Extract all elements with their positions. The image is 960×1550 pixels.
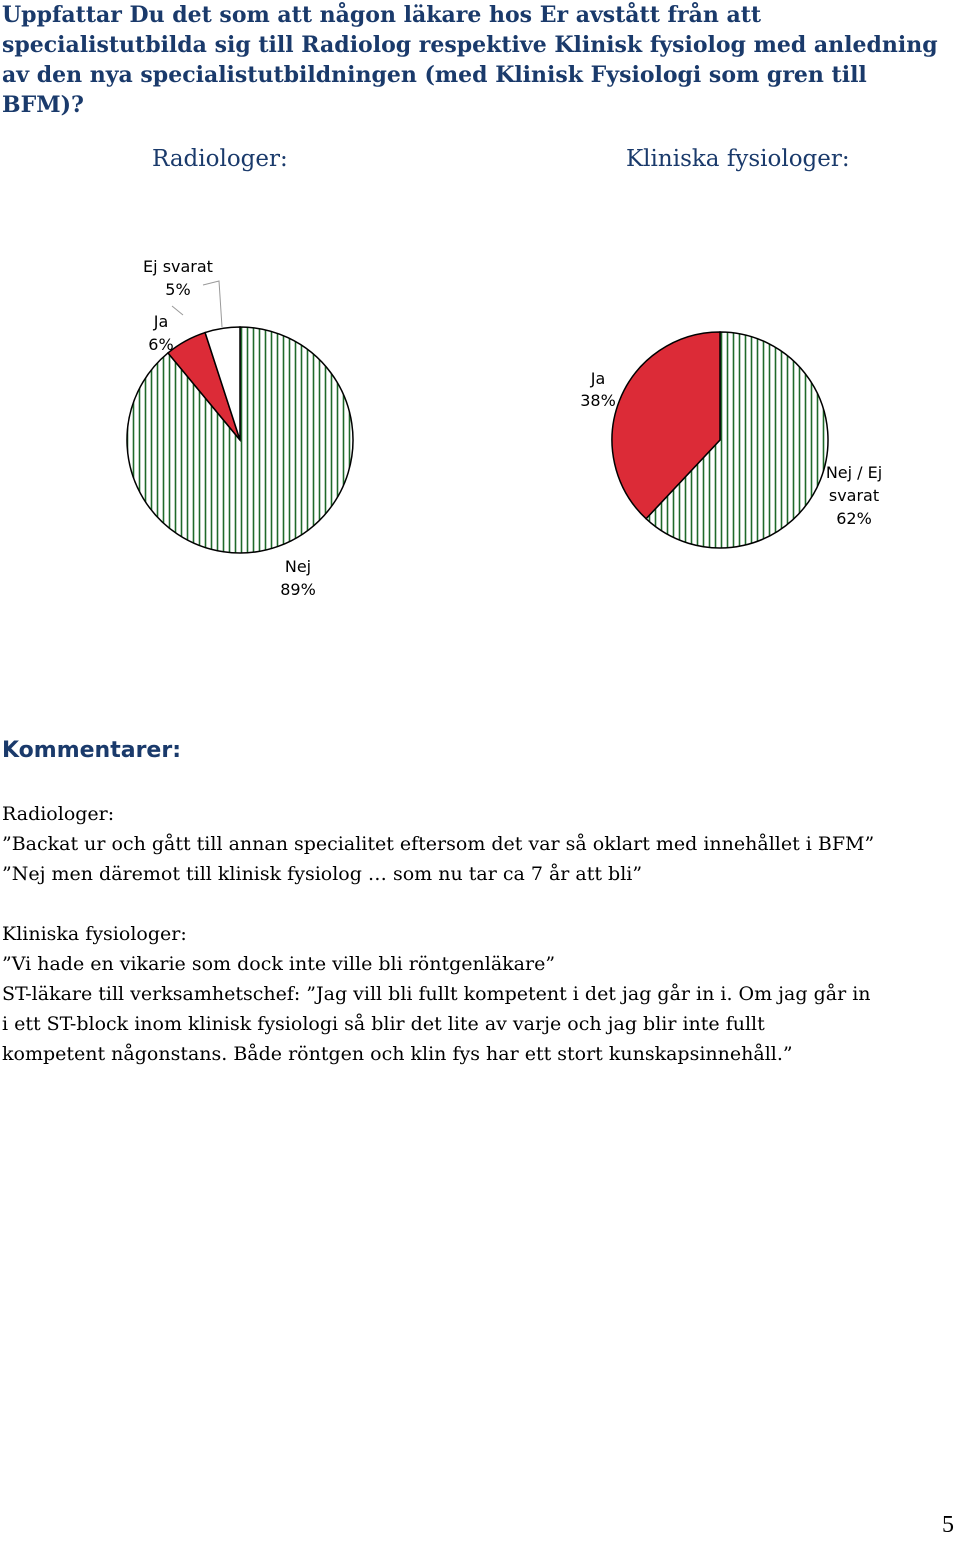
klinfys-comment-2-line3: kompetent någonstans. Både röntgen och klin fys har ett stort kunskapsinnehåll.” — [2, 1043, 793, 1065]
page-number: 5 — [942, 1512, 954, 1538]
radiologer-chart-title: Radiologer: — [152, 146, 288, 172]
radiologer-pie — [127, 327, 353, 553]
klinfys-comment-2-line1: ST-läkare till verksamhetschef: ”Jag vill bli fullt kompetent i det jag går in i. Om jag går in — [2, 983, 871, 1005]
comments-heading: Kommentarer: — [2, 738, 181, 763]
pie-charts — [0, 200, 960, 620]
radiologer-comment-2: ”Nej men däremot till klinisk fysiolog … som nu tar ca 7 år att bli” — [2, 863, 643, 885]
radiologer-ej-svarat-leader — [203, 281, 222, 327]
klinfys-comments-label: Kliniska fysiologer: — [2, 923, 187, 945]
kliniska-fysiologer-chart-title: Kliniska fysiologer: — [626, 146, 850, 172]
radiologer-ej-svarat-label: Ej svarat — [143, 257, 213, 276]
radiologer-ej-svarat-percent: 5% — [165, 280, 191, 299]
question-heading: Uppfattar Du det som att någon läkare hos Er avstått från att specialistutbilda sig till Radiolog respektive Klinisk fysiolog med anledning av den nya specialistutbildningen (med Klinisk Fysiologi som gren till BFM)? — [2, 2, 938, 118]
klinfys-nej-percent: 62% — [836, 509, 872, 528]
klinfys-comment-2-line2: i ett ST-block inom klinisk fysiologi så blir det lite av varje och jag blir inte fullt — [2, 1013, 765, 1035]
radiologer-comment-1: ”Backat ur och gått till annan specialitet eftersom det var så oklart med innehållet i BFM” — [2, 833, 875, 855]
radiologer-nej-percent: 89% — [280, 580, 316, 599]
kliniska-fysiologer-pie — [612, 332, 828, 548]
klinfys-ja-percent: 38% — [580, 391, 616, 410]
radiologer-comments-label: Radiologer: — [2, 803, 115, 825]
klinfys-ja-label: Ja — [590, 369, 606, 388]
klinfys-nej-label-line1: Nej / Ej — [825, 463, 883, 482]
klinfys-comment-1: ”Vi hade en vikarie som dock inte ville bli röntgenläkare” — [2, 953, 556, 975]
radiologer-ja-leader — [172, 306, 183, 315]
klinfys-nej-label-line2: svarat — [828, 486, 880, 505]
radiologer-nej-label: Nej — [284, 557, 312, 576]
radiologer-ja-label: Ja — [153, 312, 169, 331]
radiologer-ja-percent: 6% — [148, 335, 174, 354]
